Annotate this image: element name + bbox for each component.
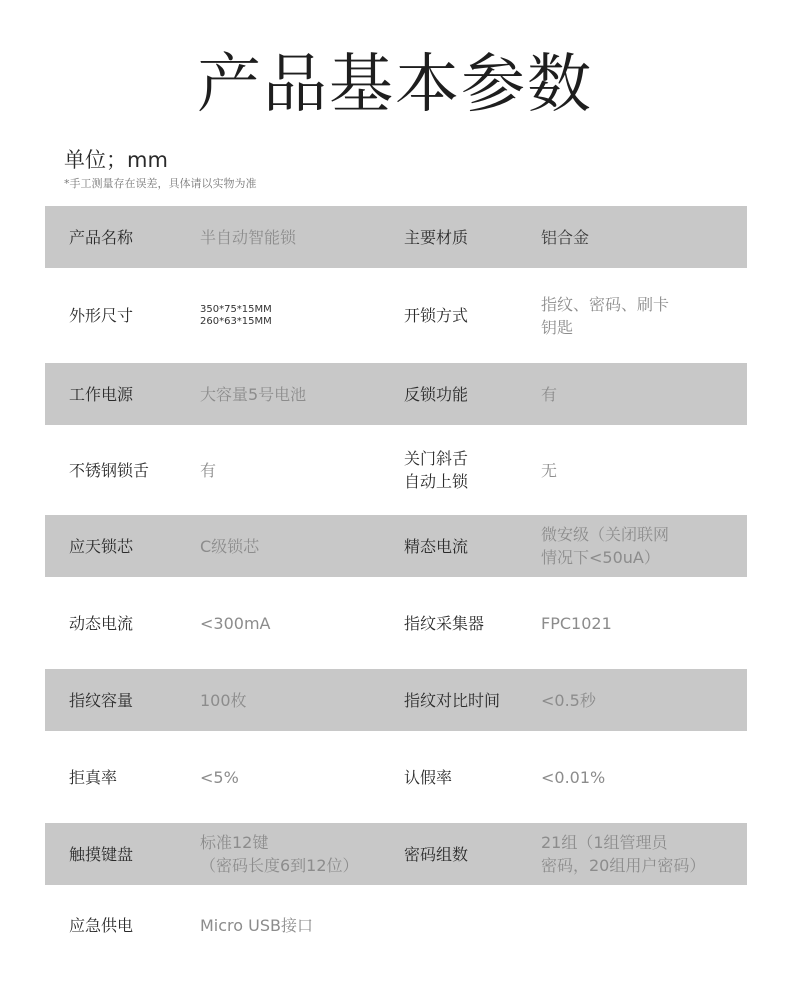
param-key: 触摸键盘 — [45, 823, 200, 885]
param-value: 100枚 — [200, 669, 400, 731]
param-key: 反锁功能 — [400, 363, 541, 425]
table-row — [45, 363, 747, 425]
page-title: 产品基本参数 — [197, 48, 593, 122]
param-key: 拒真率 — [69, 767, 118, 787]
param-value: 指纹、密码、刷卡 钥匙 — [541, 294, 670, 337]
param-value: <300mA — [200, 613, 271, 633]
param-key: 开锁方式 — [404, 306, 469, 325]
param-value: 有 — [200, 460, 217, 480]
param-value: C级锁芯 — [200, 515, 400, 577]
param-value: 标准12键 （密码长度6到12位） — [200, 823, 400, 885]
param-value: <5% — [200, 767, 239, 787]
param-key: 外形尺寸 — [69, 306, 134, 325]
param-key: 精态电流 — [400, 515, 541, 577]
param-value: 21组（1组管理员 密码，20组用户密码） — [541, 823, 747, 885]
param-key — [400, 885, 541, 965]
param-value: <0.5秒 — [541, 669, 747, 731]
param-value: 铝合金 — [541, 206, 747, 268]
table-row — [45, 577, 747, 669]
param-key: 关门斜舌 自动上锁 — [404, 449, 469, 491]
param-key: 应天锁芯 — [45, 515, 200, 577]
parameter-table — [45, 206, 747, 965]
param-value: Micro USB接口 — [200, 915, 313, 935]
measurement-note: *手工测量存在误差，具体请以实物为准 — [64, 177, 257, 190]
param-key: 指纹对比时间 — [400, 669, 541, 731]
param-key: 指纹采集器 — [404, 613, 485, 633]
param-value: 半自动智能锁 — [200, 206, 400, 268]
param-key: 不锈钢锁舌 — [69, 460, 150, 480]
param-key: 指纹容量 — [45, 669, 200, 731]
param-key: 应急供电 — [69, 915, 134, 935]
param-key: 动态电流 — [69, 613, 134, 633]
table-row — [45, 206, 747, 268]
table-row — [45, 823, 747, 885]
param-value: 微安级（关闭联网 情况下<50uA） — [541, 515, 747, 577]
table-row — [45, 885, 747, 965]
table-row — [45, 515, 747, 577]
param-key: 认假率 — [404, 767, 453, 787]
table-row — [45, 731, 747, 823]
param-key: 工作电源 — [45, 363, 200, 425]
param-value: <0.01% — [541, 767, 606, 787]
table-row — [45, 268, 747, 363]
param-key: 产品名称 — [45, 206, 200, 268]
param-value: FPC1021 — [541, 613, 612, 633]
param-value: 大容量5号电池 — [200, 363, 400, 425]
param-value: 有 — [541, 363, 747, 425]
param-value: 350*75*15MM 260*63*15MM — [200, 303, 272, 327]
param-value: 无 — [541, 460, 558, 480]
param-value — [541, 885, 747, 965]
param-key: 主要材质 — [400, 206, 541, 268]
param-key: 密码组数 — [400, 823, 541, 885]
table-row — [45, 425, 747, 515]
unit-label: 单位；mm — [64, 148, 168, 172]
table-row — [45, 669, 747, 731]
